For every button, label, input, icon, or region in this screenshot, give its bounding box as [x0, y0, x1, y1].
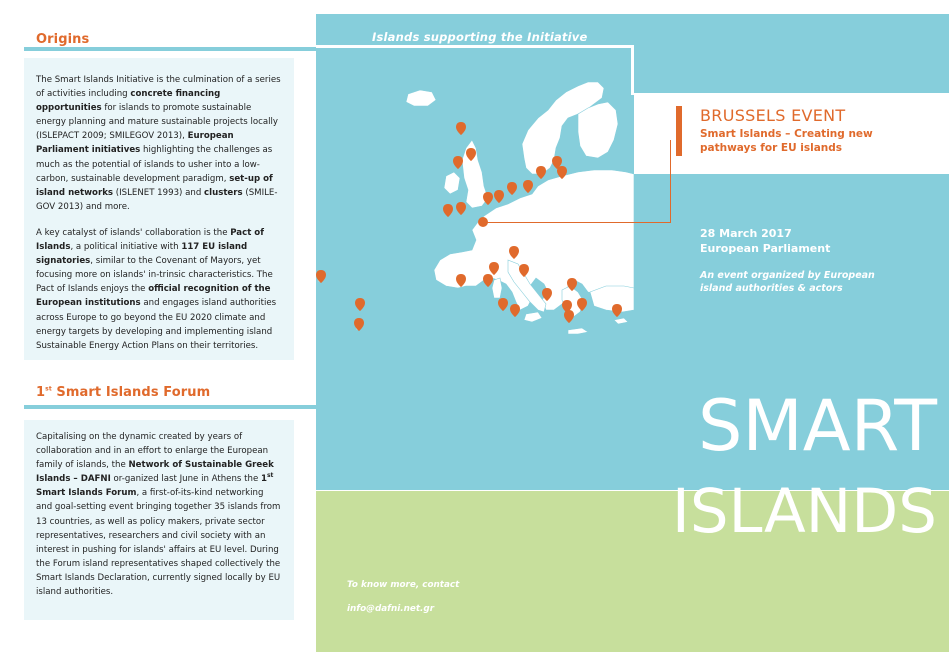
contact-label: To know more, contact	[347, 580, 460, 590]
map-marker	[612, 304, 622, 317]
brussels-connector-vertical	[670, 140, 671, 223]
europe-map	[316, 48, 634, 348]
map-marker	[498, 298, 508, 311]
contact-email[interactable]: info@dafni.net.gr	[347, 604, 435, 614]
map-marker	[510, 304, 520, 317]
organizer-note: An event organized by European island authorities & actors	[700, 270, 875, 294]
map-marker	[536, 166, 546, 179]
map-marker	[523, 180, 533, 193]
map-marker	[354, 318, 364, 331]
origins-paragraph-2: A key catalyst of islands' collaboration is the Pact of Islands, a political initiative with 117 EU island signatories, similar to the Covenant of Mayors, yet focusing more on islands' in-trinsic characteristics. The Pact of Islands enjoys the official recognition of the European institutions and engages island authorities across Europe to go beyond the EU 2020 climate and energy targets by developing and implementing island Sustainable Energy Action Plans on their territories.	[36, 227, 277, 351]
map-marker	[456, 122, 466, 135]
map-marker	[507, 182, 517, 195]
brand-word-islands: ISLANDS	[671, 476, 937, 547]
origins-paragraph-1: The Smart Islands Initiative is the culmination of a series of activities including concrete financing opportunities for islands to promote sustainable energy planning and mature sustainable projects locally (ISLEPACT 2009; SMILEGOV 2013), European Parliament initiatives highlighting the challenges as much as the potential of islands to usher into a low-carbon, sustainable development paradigm, set-up of island networks (ISLENET 1993) and clusters (SMILE-GOV 2013) and more.	[36, 75, 281, 212]
origins-heading: Origins	[36, 32, 90, 47]
map-marker	[483, 274, 493, 287]
event-title-accent-bar	[676, 106, 682, 156]
origins-divider	[24, 47, 316, 51]
map-marker	[316, 270, 326, 283]
event-subtitle: Smart Islands – Creating new pathways for EU islands	[700, 128, 873, 154]
brand-word-smart: SMART	[697, 385, 937, 467]
map-marker	[453, 156, 463, 169]
forum-paragraph-1: Capitalising on the dynamic created by years of collaboration and in an effort to enlarge the European family of islands, the Network of Sustainable Greek Islands – DAFNI or-ganized last June in Athens the 1st Smart Islands Forum, a first-of-its-kind networking and goal-setting event bringing together 35 islands from 13 countries, as well as policy makers, private sector representatives, researchers and civil society with an interest in pushing for islands' affairs at EU level. During the Forum island representatives shaped collectively the Smart Islands Declaration, currently signed locally by EU island authorities.	[36, 432, 281, 598]
event-title: BRUSSELS EVENT	[700, 106, 846, 125]
forum-divider	[24, 405, 316, 409]
map-marker	[456, 202, 466, 215]
forum-heading: 1st Smart Islands Forum	[36, 385, 211, 400]
origins-text-box	[24, 58, 294, 360]
map-marker	[494, 190, 504, 203]
forum-text-box	[24, 420, 294, 620]
map-label: Islands supporting the Initiative	[372, 30, 588, 44]
map-marker	[564, 310, 574, 323]
event-date: 28 March 2017	[700, 227, 792, 240]
event-place: European Parliament	[700, 242, 831, 255]
map-marker	[355, 298, 365, 311]
brussels-connector-horizontal	[486, 222, 671, 223]
map-marker	[443, 204, 453, 217]
